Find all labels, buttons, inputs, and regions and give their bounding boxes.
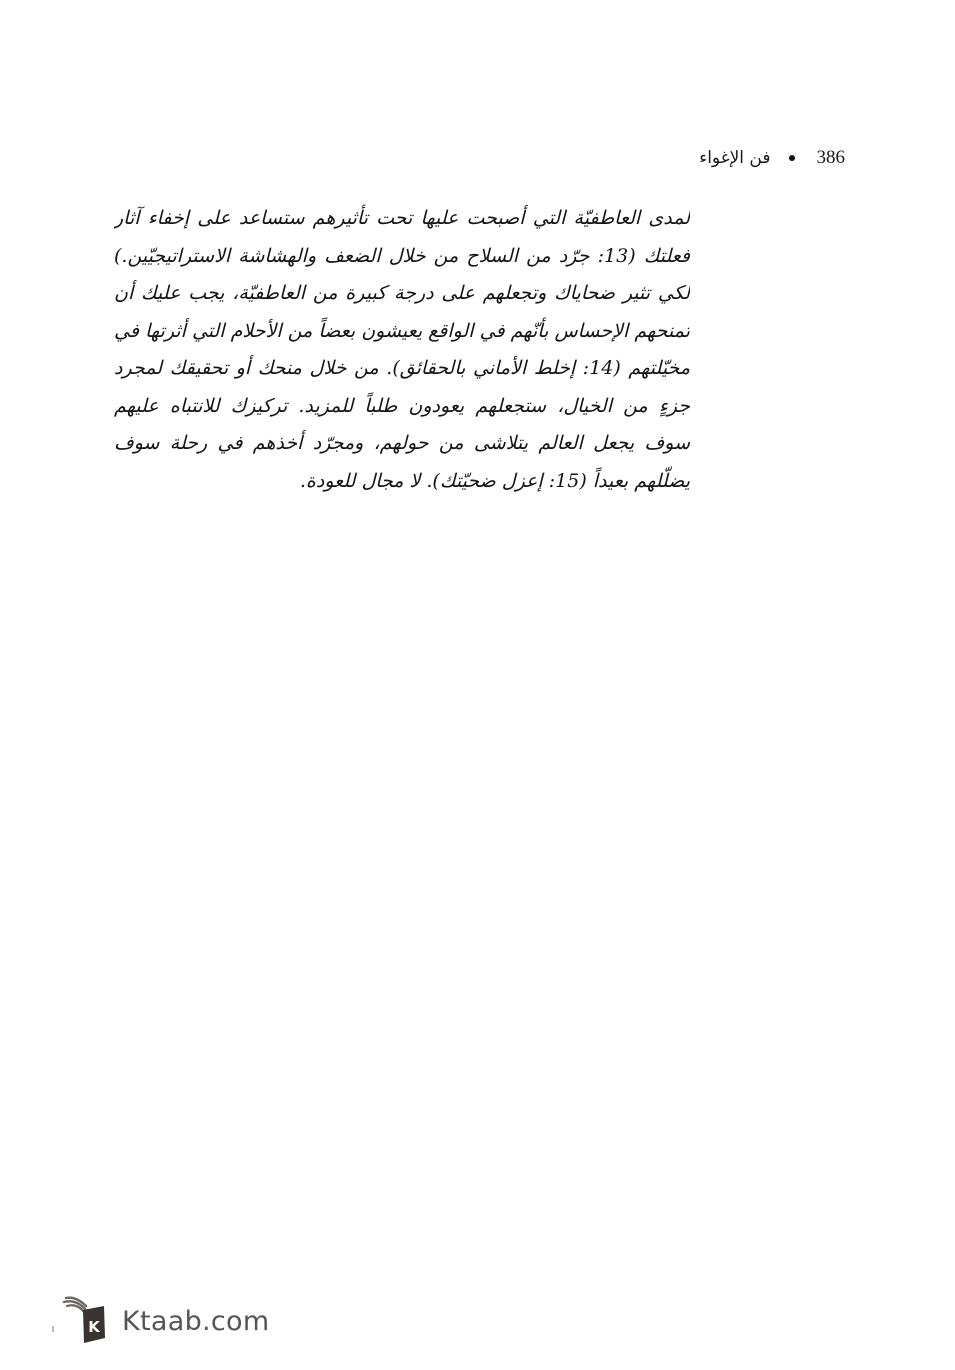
text-line: لكي تثير ضحاياك وتجعلهم على درجة كبيرة من العاطفيّة، يجب عليك أن [114,282,690,304]
ktaab-watermark [52,1288,269,1348]
ktaab-book-icon [52,1288,112,1348]
text-line: مخيّلتهم (14: إخلط الأماني بالحقائق). من خلال منحك أو تحقيقك لمجرد [114,357,690,379]
text-line: يضلّلهم بعيداً (15: إعزل ضحيّتك). لا مجال للعودة. [299,469,690,492]
text-line: فعلتك (13: جرّد من السلاح من خلال الضعف والهشاشة الاستراتيجيّين.) [114,244,690,267]
svg-text:K: K [88,1318,100,1336]
text-line: سوف يجعل العالم يتلاشى من حولهم، ومجرّد أخذهم في رحلة سوف [114,432,690,454]
page-number: 386 [816,147,845,168]
text-line: جزءٍ من الخيال، ستجعلهم يعودون طلباً للمزيد. تركيزك للانتباه عليهم [114,394,690,417]
page-header [699,144,845,172]
ktaab-wordmark: Ktaab.com [122,1305,270,1337]
body-paragraph [114,200,690,500]
text-line: لمدى العاطفيّة التي أصبحت عليها تحت تأثيرهم ستساعد على إخفاء آثار [114,207,690,229]
bullet-separator-icon [789,155,795,161]
running-title: فن الإغواء [699,148,771,168]
text-line: تمنحهم الإحساس بأنّهم في الواقع يعيشون بعضاً من الأحلام التي أثرتها في [114,319,690,342]
